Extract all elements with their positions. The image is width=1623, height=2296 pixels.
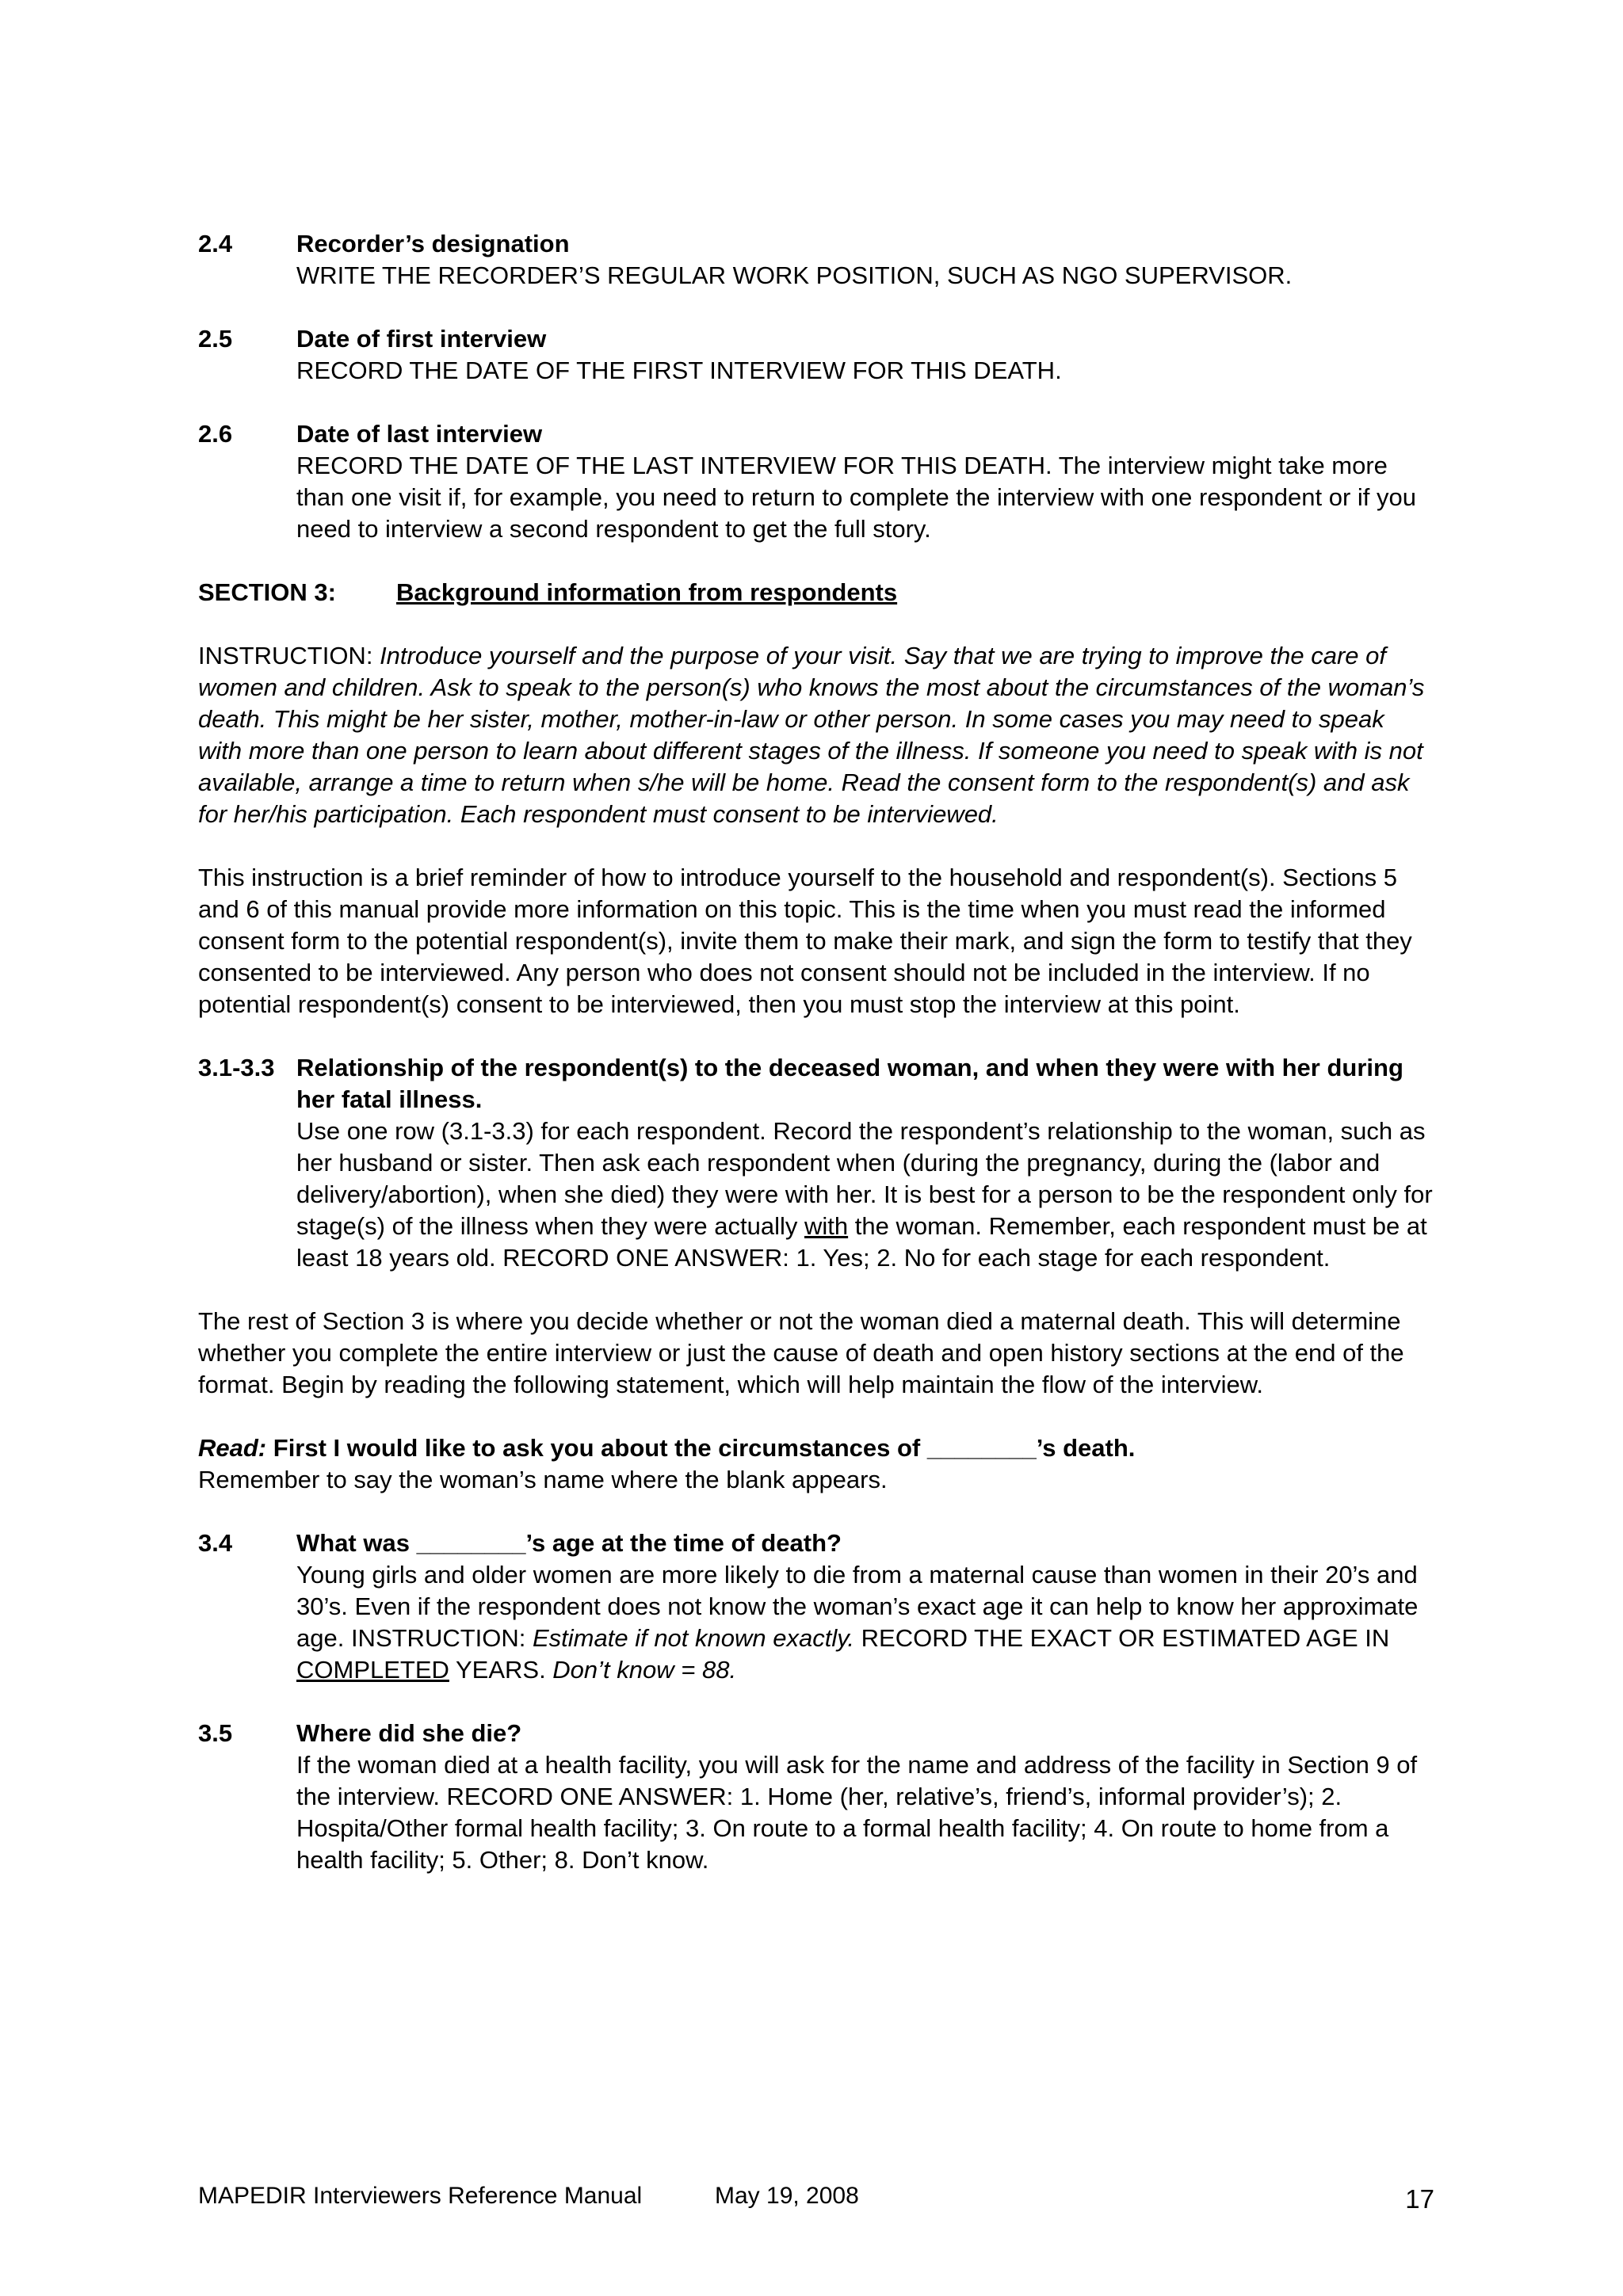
item-number: 3.4 [198, 1529, 233, 1557]
item-text: WRITE THE RECORDER’S REGULAR WORK POSITION, SUCH AS NGO SUPERVISOR. [296, 261, 1293, 289]
page-content [198, 228, 1434, 1876]
item-number: 2.4 [198, 230, 233, 257]
item-title: Date of last interview [296, 420, 543, 448]
spacer [198, 608, 1434, 640]
item-body [296, 1527, 1434, 1686]
footer-title: MAPEDIR Interviewers Reference Manual [198, 2183, 643, 2209]
spacer [198, 1686, 1434, 1718]
page-number: 17 [1405, 2184, 1434, 2214]
spacer [198, 1496, 1434, 1527]
item-body [296, 323, 1434, 387]
item-text-part: YEARS. [449, 1656, 553, 1684]
read-note: Remember to say the woman’s name where the blank appears. [198, 1466, 888, 1493]
spacer [198, 292, 1434, 323]
item-number: 2.5 [198, 325, 233, 353]
instruction-label: INSTRUCTION: [198, 642, 373, 669]
spacer [198, 1401, 1434, 1432]
section-2-6 [198, 418, 1434, 545]
item-text-underlined: with [804, 1212, 849, 1240]
item-title: Relationship of the respondent(s) to the deceased woman, and when they were with her during her fatal illness. [296, 1054, 1403, 1113]
spacer [198, 387, 1434, 418]
spacer [198, 545, 1434, 577]
item-text [296, 1116, 1434, 1274]
item-text-part: Young girls and older women are more likely to die from a maternal cause than women in their 20’s and 30’s. Even if the respondent does not know the woman’s exact age it can help to know her approximate age. INSTRUCTION: [296, 1561, 1419, 1652]
item-body [296, 418, 1434, 545]
section-3-4 [198, 1527, 1434, 1686]
item-text-italic: Estimate if not known exactly. [533, 1624, 855, 1652]
spacer [198, 1274, 1434, 1306]
item-title: Date of first interview [296, 325, 547, 353]
spacer [198, 830, 1434, 862]
item-text-italic: Don’t know = 88. [552, 1656, 737, 1684]
item-number: 3.5 [198, 1719, 233, 1747]
section-3-1-3-3 [198, 1052, 1434, 1274]
spacer [198, 1020, 1434, 1052]
section-2-5 [198, 323, 1434, 387]
item-text [296, 1559, 1434, 1686]
item-title: Recorder’s designation [296, 230, 570, 257]
section-3-heading [198, 577, 1434, 608]
section-label: SECTION 3: [198, 578, 336, 606]
item-text-underlined: COMPLETED [296, 1656, 449, 1684]
section-3-5 [198, 1718, 1434, 1876]
item-text: RECORD THE DATE OF THE FIRST INTERVIEW FOR THIS DEATH. [296, 357, 1062, 384]
item-text: RECORD THE DATE OF THE LAST INTERVIEW FOR THIS DEATH. The interview might take more than one visit if, for example, you need to return to complete the interview with one respondent or if you need to interview a second respondent to get the full story. [296, 452, 1417, 543]
instruction-paragraph [198, 640, 1434, 830]
footer-date: May 19, 2008 [715, 2183, 859, 2209]
read-statement-text: First I would like to ask you about the circumstances of ________’s death. [266, 1434, 1136, 1462]
reminder-paragraph: This instruction is a brief reminder of how to introduce yourself to the household and respondent(s). Sections 5 and 6 of this manual provide more information on this topic. This is the time when you must read the informed consent form to the potential respondent(s), invite them to make their mark, and sign the form to testify that they consented to be interviewed. Any person who does not consent should not be included in the interview. If no potential respondent(s) consent to be interviewed, then you must stop the interview at this point. [198, 864, 1412, 1018]
rest-of-section-paragraph: The rest of Section 3 is where you decide whether or not the woman died a maternal death. This will determine whether you complete the entire interview or just the cause of death and open history sections at the end of the format. Begin by reading the following statement, which will help maintain the flow of the interview. [198, 1307, 1404, 1398]
item-title: Where did she die? [296, 1719, 522, 1747]
item-body [296, 1718, 1434, 1876]
read-label: Read: [198, 1434, 267, 1462]
read-statement [198, 1432, 1434, 1464]
item-body [296, 228, 1434, 292]
section-title: Background information from respondents [396, 578, 898, 606]
item-text: If the woman died at a health facility, you will ask for the name and address of the facility in Section 9 of the interview. RECORD ONE ANSWER: 1. Home (her, relative’s, friend’s, informal provider’s); 2. Hospita/Other formal health facility; 3. On route to a formal health facility; 4. On route to home from a health facility; 5. Other; 8. Don’t know. [296, 1751, 1418, 1874]
item-number: 2.6 [198, 420, 233, 448]
item-text-part: RECORD THE EXACT OR ESTIMATED AGE IN [854, 1624, 1390, 1652]
item-number: 3.1-3.3 [198, 1054, 275, 1081]
item-title: What was ________’s age at the time of death? [296, 1529, 842, 1557]
section-2-4 [198, 228, 1434, 292]
item-text-part: the woman. Remember, each respondent must be at least 18 years old. RECORD ONE ANSWER: 1. Yes; 2. No for each stage for each respondent. [296, 1212, 1427, 1272]
instruction-text: Introduce yourself and the purpose of your visit. Say that we are trying to improve the care of women and children. Ask to speak to the person(s) who knows the most about the circumstances of the woman’s death. This might be her sister, mother, mother-in-law or other person. In some cases you may need to speak with more than one person to learn about different stages of the illness. If someone you need to speak with is not available, arrange a time to return when s/he will be home. Read the consent form to the respondent(s) and ask for her/his participation. Each respondent must consent to be interviewed. [198, 642, 1425, 828]
item-text-part: Use one row (3.1-3.3) for each respondent. Record the respondent’s relationship to the woman, such as her husband or sister. Then ask each respondent when (during the pregnancy, during the (labor and delivery/abortion), when she died) they were with her. It is best for a person to be the respondent only for stage(s) of the illness when they were actually [296, 1117, 1433, 1240]
item-body [296, 1052, 1434, 1274]
